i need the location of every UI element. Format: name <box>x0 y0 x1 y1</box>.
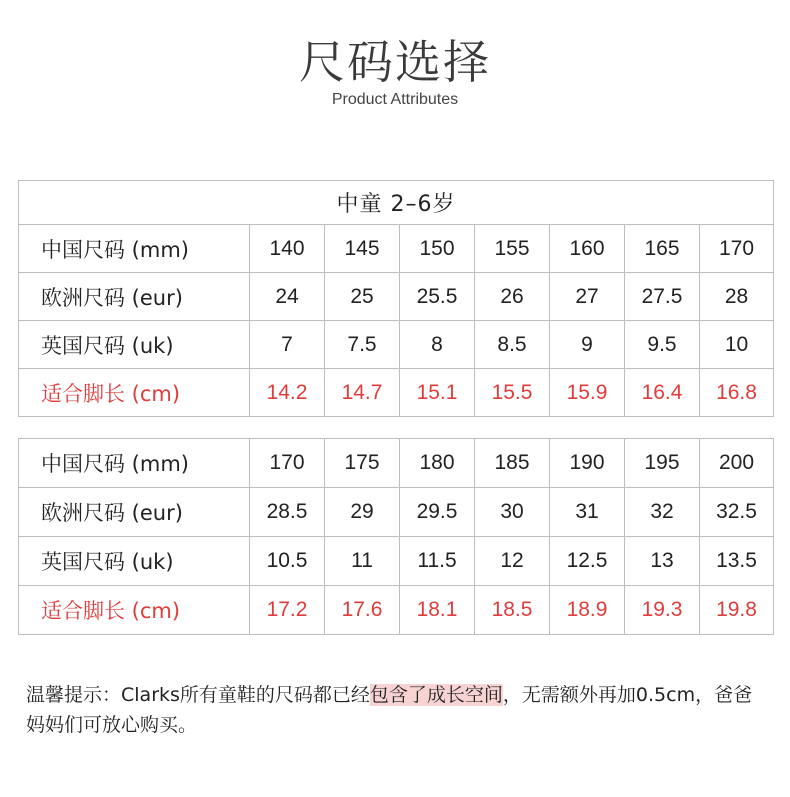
table-row <box>19 273 774 321</box>
table-cell: 27.5 <box>625 273 700 321</box>
table-cell: 30 <box>475 488 550 537</box>
table-cell: 165 <box>625 225 700 273</box>
table-row <box>19 439 774 488</box>
table-cell: 19.8 <box>700 586 774 635</box>
table-cell: 8.5 <box>475 321 550 369</box>
table-cell: 11 <box>325 537 400 586</box>
table-cell: 17.6 <box>325 586 400 635</box>
table-cell: 140 <box>250 225 325 273</box>
table-row <box>19 488 774 537</box>
table-cell: 180 <box>400 439 475 488</box>
table-cell: 18.1 <box>400 586 475 635</box>
page-subtitle: Product Attributes <box>331 91 459 108</box>
table-cell: 13.5 <box>700 537 774 586</box>
note-text-after: ，无需额外再加0.5cm，爸爸妈妈们可放心购买。 <box>26 684 753 736</box>
table-cell: 145 <box>325 225 400 273</box>
table-cell: 170 <box>250 439 325 488</box>
table-cell: 150 <box>400 225 475 273</box>
table-cell: 10.5 <box>250 537 325 586</box>
row-label: 英国尺码 (uk) <box>19 321 250 369</box>
table-cell: 170 <box>700 225 774 273</box>
table-cell: 31 <box>550 488 625 537</box>
row-label: 中国尺码 (mm) <box>19 225 250 273</box>
table-row <box>19 369 774 417</box>
table-cell: 7.5 <box>325 321 400 369</box>
table-cell: 25 <box>325 273 400 321</box>
table-cell: 185 <box>475 439 550 488</box>
table-cell: 9.5 <box>625 321 700 369</box>
table-cell: 15.5 <box>475 369 550 417</box>
table-cell: 26 <box>475 273 550 321</box>
table-cell: 14.7 <box>325 369 400 417</box>
table-cell: 19.3 <box>625 586 700 635</box>
row-label: 中国尺码 (mm) <box>19 439 250 488</box>
table-caption: 中童 2–6岁 <box>19 181 774 225</box>
row-label: 英国尺码 (uk) <box>19 537 250 586</box>
table-cell: 29 <box>325 488 400 537</box>
table-cell: 200 <box>700 439 774 488</box>
table-row <box>19 537 774 586</box>
table-cell: 32 <box>625 488 700 537</box>
table-row <box>19 321 774 369</box>
row-label: 欧洲尺码 (eur) <box>19 273 250 321</box>
table-cell: 27 <box>550 273 625 321</box>
table-cell: 7 <box>250 321 325 369</box>
table-cell: 25.5 <box>400 273 475 321</box>
size-table-2 <box>18 438 774 635</box>
table-cell: 16.4 <box>625 369 700 417</box>
row-label: 欧洲尺码 (eur) <box>19 488 250 537</box>
row-label: 适合脚长 (cm) <box>19 369 250 417</box>
table-cell: 24 <box>250 273 325 321</box>
table-cell: 17.2 <box>250 586 325 635</box>
size-note <box>26 680 766 740</box>
size-table-1 <box>18 180 774 417</box>
table-cell: 18.9 <box>550 586 625 635</box>
table-cell: 18.5 <box>475 586 550 635</box>
table-cell: 32.5 <box>700 488 774 537</box>
table-cell: 11.5 <box>400 537 475 586</box>
table-row <box>19 225 774 273</box>
row-label: 适合脚长 (cm) <box>19 586 250 635</box>
table-cell: 160 <box>550 225 625 273</box>
table-cell: 9 <box>550 321 625 369</box>
table-cell: 13 <box>625 537 700 586</box>
table-cell: 29.5 <box>400 488 475 537</box>
note-text-before: 温馨提示：Clarks所有童鞋的尺码都已经 <box>26 684 370 706</box>
table-cell: 10 <box>700 321 774 369</box>
table-row <box>19 586 774 635</box>
note-highlight: 包含了成长空间 <box>369 684 503 706</box>
table-cell: 190 <box>550 439 625 488</box>
page-title: 尺码选择 <box>299 35 491 89</box>
table-cell: 16.8 <box>700 369 774 417</box>
table-cell: 15.9 <box>550 369 625 417</box>
table-cell: 12.5 <box>550 537 625 586</box>
table-cell: 28.5 <box>250 488 325 537</box>
table-cell: 175 <box>325 439 400 488</box>
table-cell: 155 <box>475 225 550 273</box>
table-cell: 12 <box>475 537 550 586</box>
table-cell: 8 <box>400 321 475 369</box>
table-cell: 195 <box>625 439 700 488</box>
table-cell: 14.2 <box>250 369 325 417</box>
table-cell: 15.1 <box>400 369 475 417</box>
table-cell: 28 <box>700 273 774 321</box>
